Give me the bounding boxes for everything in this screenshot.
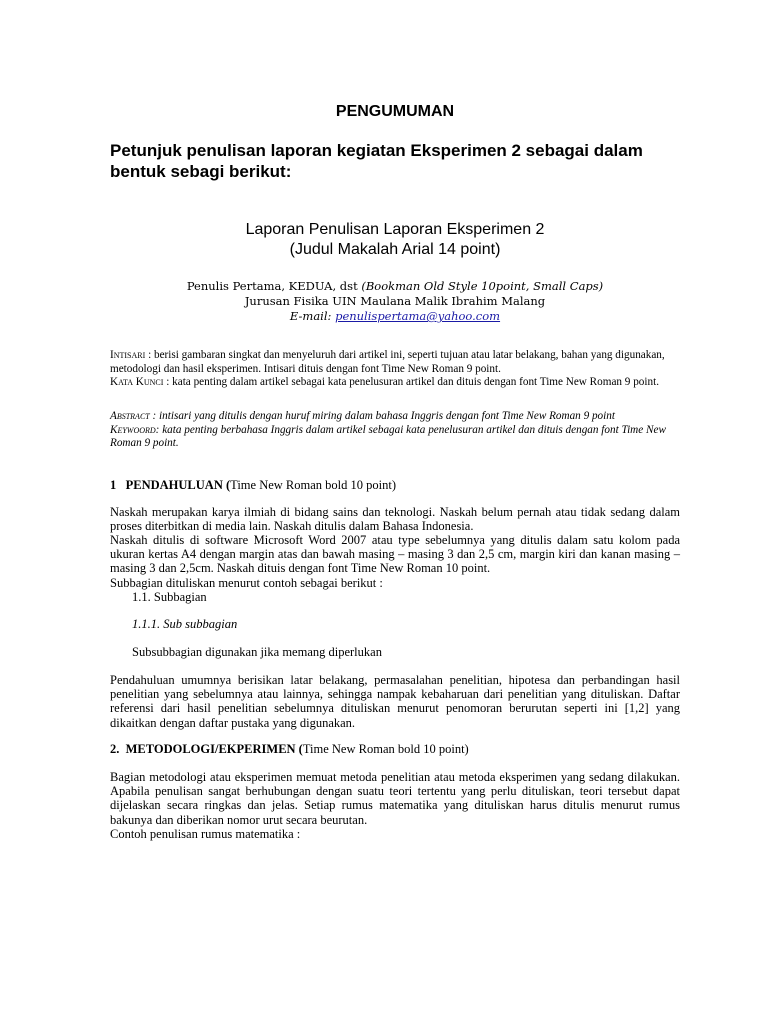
keyword-text: kata penting berbahasa Inggris dalam artikel sebagai kata penelusuran artikel dan dituis dengan font Time New Roman 9 point. [110, 423, 666, 449]
instruction-text: Petunjuk penulisan laporan kegiatan Eksperimen 2 sebagai dalam bentuk sebagi berikut: [110, 141, 643, 181]
abstract-block [110, 410, 670, 451]
intisari-text: : berisi gambaran singkat dan menyeluruh dari artikel ini, seperti tujuan atau latar belakang, bahan yang digunakan, metodologi dan hasil eksperimen. Intisari dituis dengan font Time New Roman 9 point. [110, 349, 665, 375]
section-1-title-note: Time New Roman bold 10 point) [230, 478, 396, 492]
intisari-paragraph [110, 349, 670, 376]
abstract-paragraph [110, 410, 670, 424]
section-2-heading [110, 742, 469, 757]
email-line [110, 309, 680, 324]
section-2-title-note: Time New Roman bold 10 point) [302, 742, 469, 756]
paper-title: Laporan Penulisan Laporan Eksperimen 2 [245, 221, 545, 238]
author-names: Penulis Pertama, KEDUA, dst [186, 279, 358, 293]
paper-title-note: (Judul Makalah Arial 14 point) [289, 241, 501, 258]
section-2-paragraph-2: Contoh penulisan rumus matematika : [110, 827, 301, 841]
abstract-label: Abstract [110, 410, 150, 422]
announcement-heading: PENGUMUMAN [335, 103, 455, 120]
keyword-paragraph [110, 424, 670, 451]
author-line [110, 279, 680, 294]
intisari-block [110, 349, 670, 390]
email-link[interactable]: penulispertama@yahoo.com [335, 309, 501, 323]
section-2-title: METODOLOGI/EKPERIMEN ( [125, 742, 303, 756]
subsubsection-example: 1.1.1. Sub subbagian [132, 617, 238, 631]
kata-kunci-text: : kata penting dalam artikel sebagai kata penelusuran artikel dan dituis dengan font Time New Roman 9 point. [166, 376, 659, 388]
section-1-paragraph-1: Naskah merupakan karya ilmiah di bidang sains dan teknologi. Naskah belum pernah atau tidak sedang dalam proses diterbitkan di media lain. Naskah ditulis dalam Bahasa Indonesia. [110, 505, 680, 534]
section-1-paragraph-4: Pendahuluan umumnya berisikan latar belakang, permasalahan penelitian, hipotesa dan perbandingan hasil penelitian yang sebelumnya atau lainnya, sehingga nampak kebaharuan dari penelitian yang dituliskan. Daftar referensi dari hasil penelitian sebelumnya dituliskan menurut penomoran berurutan seperti ini [1,2] yang dikaitkan dengan daftar pustaka yang digunakan. [110, 673, 680, 730]
email-label: E-mail: [289, 309, 332, 323]
subsubsection-note: Subsubbagian digunakan jika memang diperlukan [132, 645, 382, 659]
subsection-example: 1.1. Subbagian [132, 590, 207, 604]
kata-kunci-paragraph [110, 376, 670, 390]
intisari-label: Intisari [110, 349, 146, 361]
section-1-paragraph-2: Naskah ditulis di software Microsoft Word 2007 atau type sebelumnya yang ditulis dalam satu kolom pada ukuran kertas A4 dengan margin atas dan bawah masing – masing 3 dan 2,5 cm, margin kiri dan kanan masing – masing 3 dan 2,5cm. Naskah dituis dengan font Time New Roman 10 point. [110, 533, 680, 576]
kata-kunci-label: Kata Kunci [110, 376, 164, 388]
section-1-number: 1 [110, 478, 117, 492]
section-1-title: PENDAHULUAN ( [125, 478, 231, 492]
section-1-paragraph-3: Subbagian dituliskan menurut contoh sebagai berikut : [110, 576, 383, 590]
section-2-paragraph-1: Bagian metodologi atau eksperimen memuat metoda penelitian atau metoda eksperimen yang sedang dilakukan. Apabila penulisan sangat berhubungan dengan suatu teori tertentu yang perlu dituliskan, teori tersebut dapat dijelaskan secara ringkas dan jelas. Setiap rumus matematika yang dituliskan harus ditulis menurut rumus bakunya dan diberikan nomor urut secara beurutan. [110, 770, 680, 827]
keyword-label: Keywoord: [110, 423, 160, 436]
author-format-note: (Bookman Old Style 10point, Small Caps) [361, 279, 604, 293]
affiliation: Jurusan Fisika UIN Maulana Malik Ibrahim Malang [244, 294, 546, 308]
section-2-number: 2. [110, 742, 120, 756]
section-1-heading [110, 478, 396, 493]
abstract-text: : intisari yang ditulis dengan huruf miring dalam bahasa Inggris dengan font Time New Roman 9 point [152, 410, 615, 422]
